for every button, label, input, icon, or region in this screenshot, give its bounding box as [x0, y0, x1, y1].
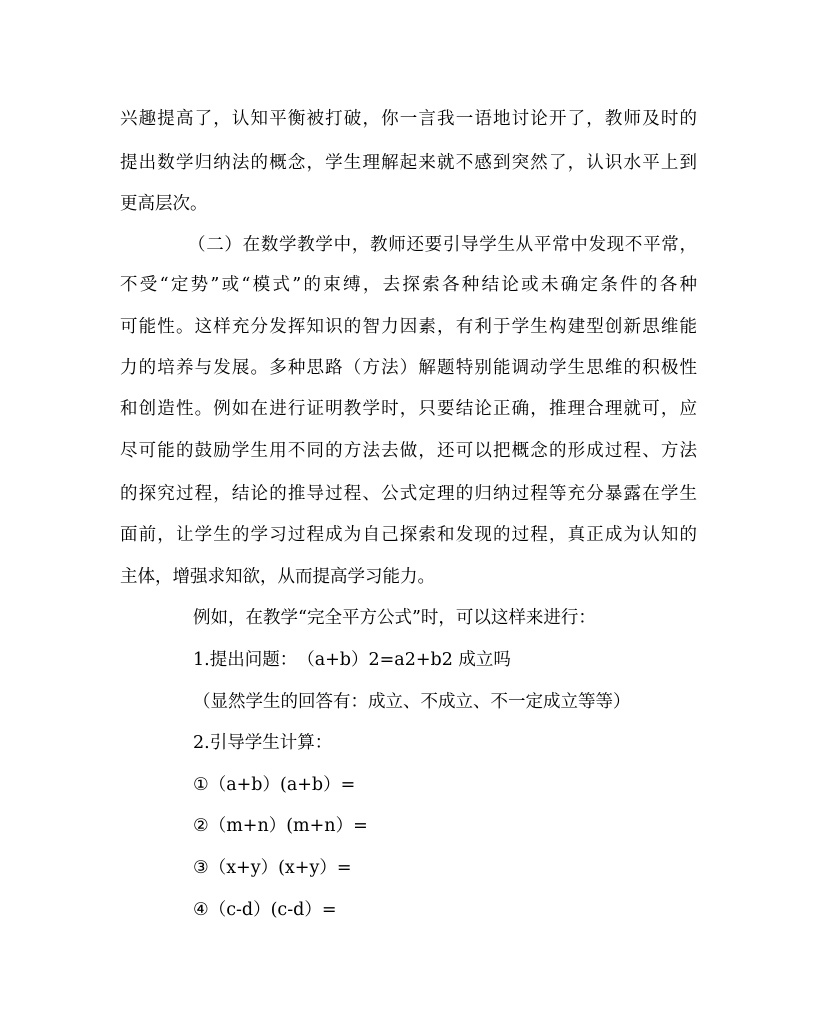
calculation-item: ③（x+y）(x+y）=: [193, 858, 352, 878]
paragraph-line: 面前，让学生的学习过程成为自己探索和发现的过程，真正成为认知的: [120, 525, 697, 545]
paragraph-line: 尽可能的鼓励学生用不同的方法去做，还可以把概念的形成过程、方法: [120, 441, 697, 461]
paragraph-line: 主体，增强求知欲，从而提高学习能力。: [120, 567, 435, 587]
paragraph-line: 兴趣提高了，认知平衡被打破，你一言我一语地讨论开了，教师及时的: [120, 109, 697, 129]
calculation-item: ④（c-d）(c-d）=: [193, 900, 337, 920]
calculation-item: ①（a+b）(a+b）=: [193, 775, 356, 795]
step-1-note: （显然学生的回答有：成立、不成立、不一定成立等等）: [193, 692, 631, 712]
paragraph-line: 可能性。这样充分发挥知识的智力因素，有利于学生构建型创新思维能: [120, 317, 697, 337]
paragraph-line: 更高层次。: [120, 194, 208, 214]
calculation-item: ②（m+n）(m+n）=: [193, 816, 368, 836]
paragraph-line: 提出数学归纳法的概念，学生理解起来就不感到突然了，认识水平上到: [120, 153, 697, 173]
paragraph-line: 不受“定势”或“模式”的束缚，去探索各种结论或未确定条件的各种: [120, 275, 697, 295]
example-intro: 例如，在教学“完全平方公式”时，可以这样来进行：: [193, 608, 596, 628]
paragraph-line: 力的培养与发展。多种思路（方法）解题特别能调动学生思维的积极性: [120, 358, 697, 378]
step-2: 2.引导学生计算：: [193, 733, 333, 753]
paragraph-line: 的探究过程，结论的推导过程、公式定理的归纳过程等充分暴露在学生: [120, 484, 697, 504]
paragraph-line: 和创造性。例如在进行证明教学时，只要结论正确，推理合理就可，应: [120, 399, 697, 419]
paragraph-line: （二）在数学教学中，教师还要引导学生从平常中发现不平常，: [188, 235, 697, 255]
step-1: 1.提出问题： （a+b）2=a2+b2 成立吗: [193, 650, 511, 670]
